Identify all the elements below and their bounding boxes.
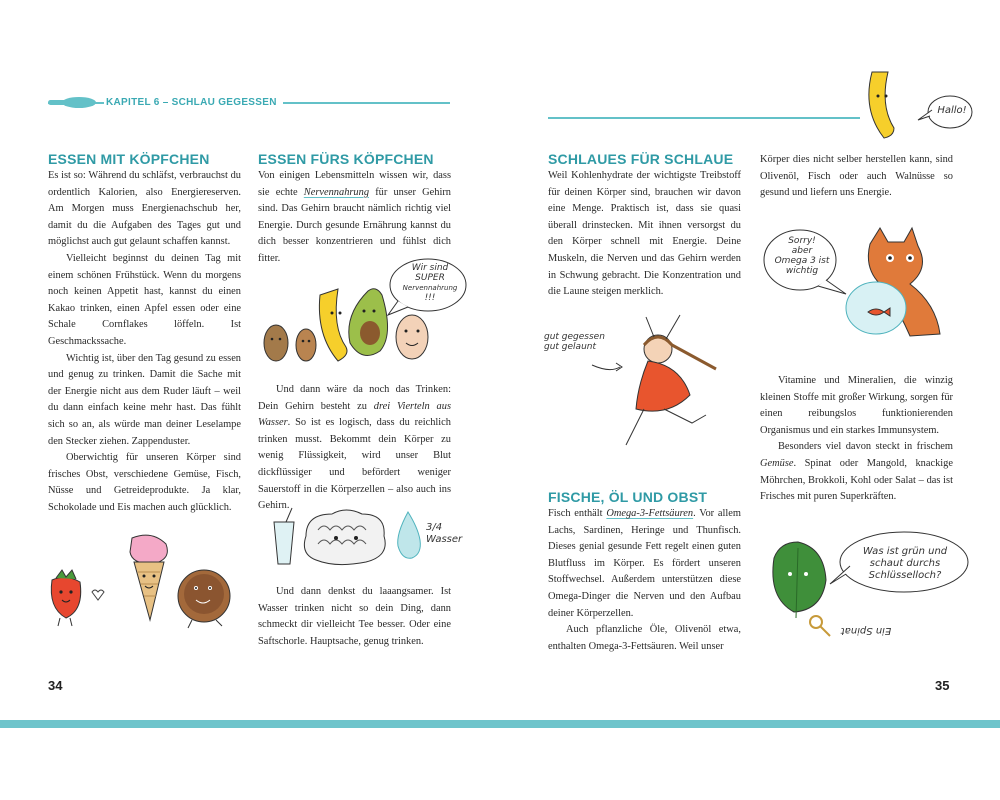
paragraph: Auch pflanzliche Öle, Olivenöl etwa, enthalten Omega-3-Fettsäuren. Weil unser: [548, 624, 741, 652]
paragraph: Und dann denkst du laaangsamer. Ist Wasser trinken nicht so dein Ding, dann schmeckt dir vielleicht Tee besser. Oder eine Saftschorle. Hauptsache, genug trinken.: [258, 586, 451, 647]
spinach-answer: Ein Spinat: [840, 625, 892, 636]
arrow-icon: [592, 365, 620, 370]
paragraph: Vielleicht beginnst du deinen Tag mit einem schönen Frühstück. Wenn du morgens noch keinen Appetit hast, kannst du einen Kakao trinken, einen Apfel essen oder eine Schale Cornflakes löffeln. Ist Geschmackssache.: [48, 252, 241, 347]
paragraph: Oberwichtig für unseren Körper sind frisches Obst, verschiedene Gemüse, Fisch, Nüsse und Getreideprodukte. Ja klar, Schokolade und Eis machen auch glücklich.: [48, 452, 241, 513]
sweets-illustration: [40, 530, 250, 630]
chapter-label: KAPITEL 6 – SCHLAU GEGESSEN: [104, 96, 283, 110]
paragraph: Von einigen Lebensmitteln wissen wir, dass sie echte Nervennahrung für unser Gehirn sind. Das Gehirn braucht nämlich richtig viel Energie. Durch gesunde Ernährung kannst du dich besser konzentrieren und fühlst dich fitter.: [258, 170, 451, 264]
paragraph: Vitamine und Mineralien, die winzig kleinen Stoffe mit großer Wirkung, sorgen für einen reibungslos funktionierenden Organismus und ein starkes Immunsystem.: [760, 375, 953, 436]
bubble-text-hallo: Hallo!: [937, 105, 967, 116]
heading-essen-mit-koepfchen: ESSEN MIT KÖPFCHEN: [48, 151, 210, 167]
bubble-text-cat: Sorry! aber Omega 3 ist wichtig: [774, 236, 830, 276]
water-drop-icon: [398, 512, 421, 558]
girl-caption: gut gegessen gut gelaunt: [544, 332, 605, 352]
column-3-top: [548, 168, 741, 301]
paragraph: Körper dies nicht selber herstellen kann, sind Olivenöl, Fisch oder auch Walnüsse so gesund und liefern uns Energie.: [760, 154, 953, 199]
cookie-icon: [178, 570, 230, 628]
girl-icon: [626, 315, 716, 445]
heading-essen-fuers-koepfchen: ESSEN FÜRS KÖPFCHEN: [258, 151, 434, 167]
column-2-middle: [258, 382, 451, 515]
walnut-icon: [264, 325, 288, 361]
egg-icon: [396, 315, 428, 359]
page-number-right: 35: [935, 678, 950, 693]
highlight-omega: Omega-3-Fettsäuren: [606, 508, 694, 519]
paragraph: Es ist so: Während du schläfst, verbrauchst du ordentlich Kalorien, also Energiereserven. Am Morgen muss Energienachschub her, damit du die Aufgaben des Tages gut und möglichst auch gut gelaunt schaffen kannst.: [48, 170, 241, 248]
paragraph: Besonders viel davon steckt in frischem Gemüse. Spinat oder Mangold, knackige Möhrchen, Brokkoli, Kohl oder Salat – das ist Frisches mit puren Superkräften.: [760, 441, 953, 503]
ice-cream-icon: [130, 535, 167, 620]
paragraph: Und dann wäre da noch das Trinken: Dein Gehirn besteht zu drei Vierteln aus Wasser. So ist es logisch, dass du reichlich trinken musst. Bekommt dein Körper zu wenig Flüssigkeit, wird unser Blut dickflüssiger und befördert weniger Sauerstoff in die Körperzellen – also auch ins Gehirn.: [258, 384, 451, 512]
highlight-drei-vierteln: drei Vierteln aus Wasser: [258, 400, 451, 429]
brain-icon: [304, 510, 385, 565]
paragraph: Fisch enthält Omega-3-Fettsäuren. Vor allem Lachs, Sardinen, Heringe und Thunfisch. Dieses genial gesunde Fett regelt einen guten Blutfluss im Körper. Es fördert unseren Stoffwechsel. Außerdem unterstützen diese Omega-Dinger die Nerven und den Aufbau deiner Körperzellen.: [548, 508, 741, 619]
strawberry-icon: [51, 570, 80, 626]
column-2-bottom: [258, 584, 451, 650]
banana-icon: [869, 72, 894, 138]
heading-fische-oel-obst: FISCHE, ÖL UND OBST: [548, 489, 708, 505]
page-number-left: 34: [48, 678, 63, 693]
heart-icon: [92, 590, 104, 600]
bubble-text-spinach: Was ist grün und schaut durchs Schlüsselloch?: [862, 546, 948, 581]
paragraph: Wichtig ist, über den Tag gesund zu essen und genug zu trinken. Damit die Sache mit der Energie nicht aus dem Ruder läuft – weil du dann einfach keine mehr hast. Das fühlt sich so an, als würde man deiner Leselampe den Stecker ziehen. Zappenduster.: [48, 352, 241, 447]
water-label: 3/4 Wasser: [426, 522, 463, 545]
spinach-icon: [773, 542, 826, 618]
glass-icon: [274, 508, 294, 564]
banana-icon: [319, 289, 347, 361]
bottom-bar: [0, 720, 1000, 728]
column-3-bottom: [548, 506, 741, 655]
highlight-gemuese: Gemüse: [760, 457, 794, 469]
fishbowl-icon: [846, 282, 906, 334]
column-2-top: [258, 168, 451, 268]
column-1: [48, 168, 241, 516]
running-girl-illustration: [540, 305, 750, 465]
paragraph: Weil Kohlenhydrate der wichtigste Treibstoff für deinen Körper sind, brauchen wir davon eine Menge. Praktisch ist, dass sie quasi überall drinstecken. Mit ihnen versorgst du den Körper schnell mit Energie. Deine Muskeln, die Nerven und das Gehirn werden in Schwung gebracht. Die Konzentration und die Laune steigen merklich.: [548, 170, 741, 298]
column-4-top: [760, 152, 953, 202]
avocado-icon: [349, 289, 388, 356]
spoon-bowl-icon: [62, 97, 96, 108]
almond-icon: [296, 329, 316, 361]
heading-schlaues-fuer-schlaue: SCHLAUES FÜR SCHLAUE: [548, 151, 734, 167]
bubble-text-food: Wir sind SUPER Nervennahrung !!!: [402, 263, 458, 303]
highlight-nervennahrung: Nervennahrung: [303, 186, 370, 198]
right-page-rule: [548, 117, 860, 119]
column-4-middle: [760, 373, 953, 506]
